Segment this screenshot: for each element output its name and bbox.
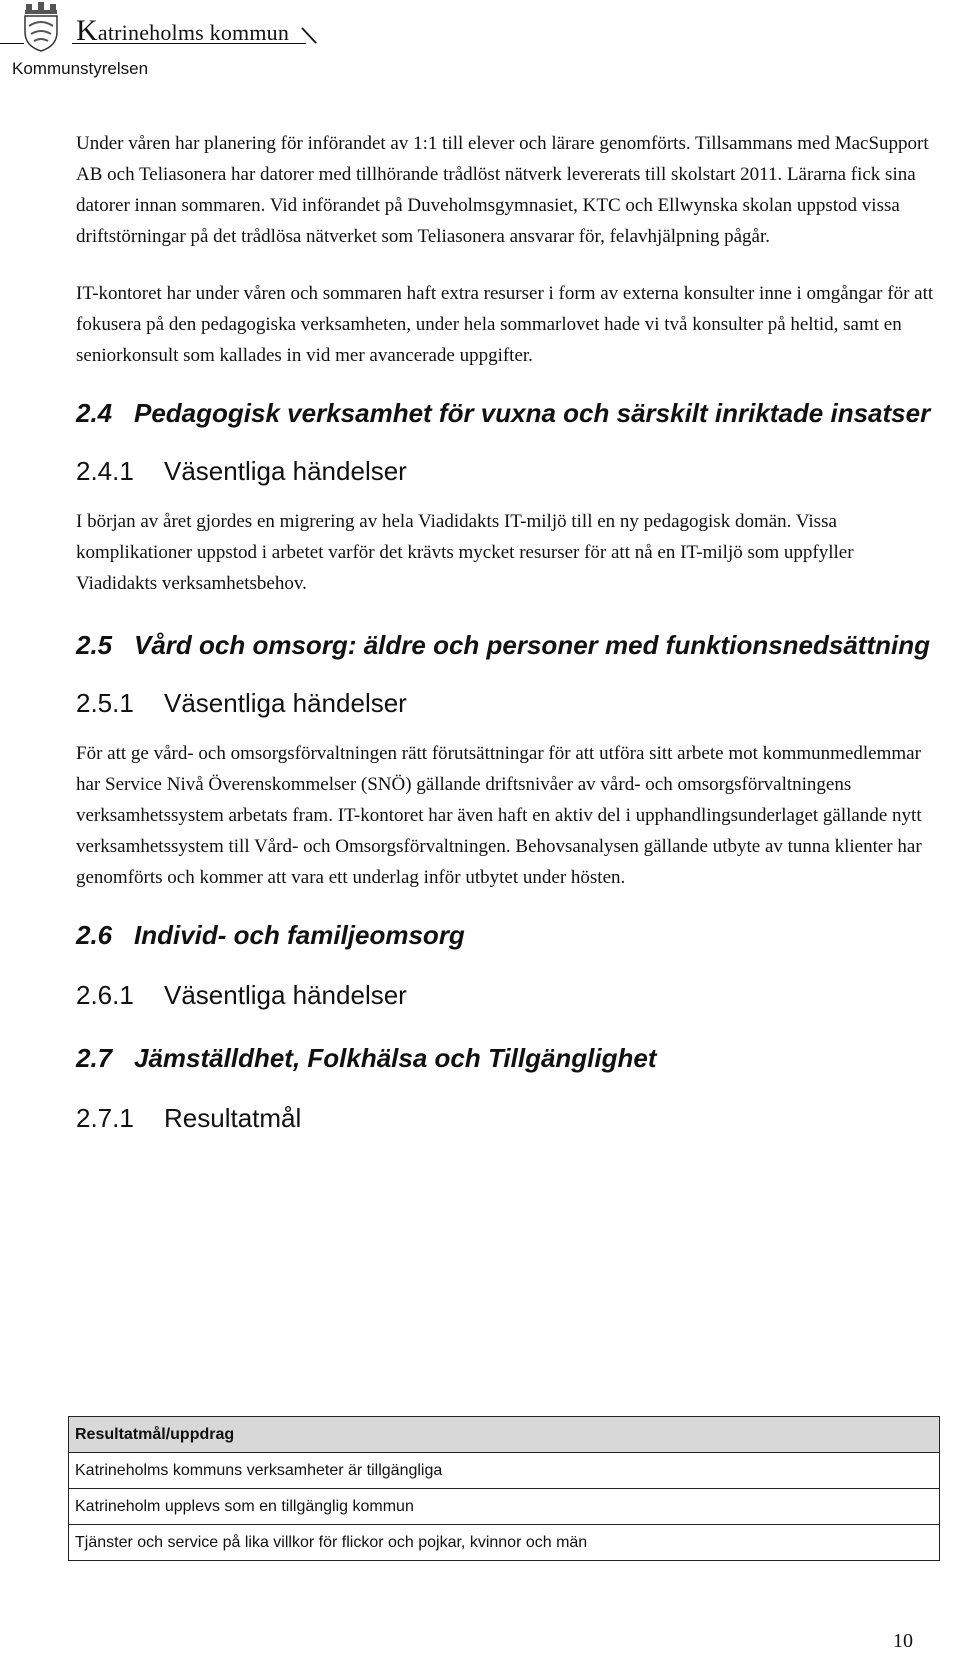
table-cell: Katrineholm upplevs som en tillgänglig kommun — [69, 1489, 940, 1525]
table-row — [69, 1453, 940, 1489]
header-slash-mark — [300, 26, 320, 46]
page-header — [0, 0, 960, 90]
table-cell: Tjänster och service på lika villkor för flickor och pojkar, kvinnor och män — [69, 1525, 940, 1561]
paragraph-it-office: IT-kontoret har under våren och sommaren haft extra resurser i form av externa konsulter inne i omgångar för att fokusera på den pedagogiska verksamheten, under hela sommarlovet hade vi två konsulter på heltid, samt en seniorkonsult som kallades in vid mer avancerade uppgifter. — [76, 283, 934, 366]
heading-number: 2.6.1 — [76, 980, 134, 1010]
heading-text: Pedagogisk verksamhet för vuxna och särskilt inriktade insatser — [134, 398, 931, 428]
heading-text: Jämställdhet, Folkhälsa och Tillgänglighet — [134, 1043, 657, 1073]
heading-2-5-1 — [76, 686, 938, 720]
table-row — [69, 1525, 940, 1561]
heading-2-7 — [76, 1038, 938, 1079]
table-header-row — [69, 1417, 940, 1453]
heading-2-6 — [76, 915, 938, 956]
header-rule-left — [0, 43, 24, 44]
heading-text: Vård och omsorg: äldre och personer med funktionsnedsättning — [134, 630, 930, 660]
document-body — [76, 128, 938, 1135]
table-header-cell: Resultatmål/uppdrag — [69, 1417, 940, 1453]
heading-text: Individ- och familjeomsorg — [134, 920, 465, 950]
heading-number: 2.4 — [76, 398, 113, 428]
heading-text: Väsentliga händelser — [164, 456, 407, 486]
heading-number: 2.5.1 — [76, 688, 134, 718]
page-number: 10 — [893, 1630, 913, 1652]
heading-2-4 — [76, 393, 938, 434]
organization-name — [76, 14, 289, 48]
heading-number: 2.7.1 — [76, 1103, 134, 1133]
heading-number: 2.6 — [76, 920, 113, 950]
heading-2-6-1 — [76, 978, 938, 1012]
municipal-coat-of-arms-icon — [22, 2, 60, 52]
paragraph-migration: I början av året gjordes en migrering av hela Viadidakts IT-miljö till en ny pedagogisk domän. Vissa komplikationer uppstod i arbetet varför det krävts mycket resurser för att nå en IT-miljö som uppfyller Viadidakts verksamhetsbehov. — [76, 511, 854, 594]
organization-initial: K — [76, 14, 98, 47]
paragraph-care-services: För att ge vård- och omsorgsförvaltningen rätt förutsättningar för att utföra sitt arbete mot kommunmedlemmar har Service Nivå Överenskommelser (SNÖ) gällande driftsnivåer av vård- och omsorgsförvaltningens verksamhetssystem arbetats fram. IT-kontoret har även haft en aktiv del i upphandlingsunderlaget gällande nytt verksamhetssystem till Vård- och Omsorgsförvaltningen. Behovsanalysen gällande utbyte av tunna klienter har genomförts och kommer att vara ett underlag inför utbytet under hösten. — [76, 743, 922, 888]
heading-2-4-1 — [76, 454, 938, 488]
table-cell: Katrineholms kommuns verksamheter är tillgängliga — [69, 1453, 940, 1489]
paragraph-rollout: Under våren har planering för införandet av 1:1 till elever och lärare genomförts. Tillsammans med MacSupport AB och Teliasonera har datorer med tillhörande trådlöst nätverk levererats till skolstart 2011. Lärarna fick sina datorer innan sommaren. Vid införandet på Duveholmsgymnasiet, KTC och Ellwynska skolan uppstod vissa driftstörningar på det trådlösa nätverket som Teliasonera ansvarar för, felavhjälpning pågår. — [76, 133, 929, 247]
heading-text: Resultatmål — [164, 1103, 302, 1133]
heading-2-7-1 — [76, 1101, 938, 1135]
department-name: Kommunstyrelsen — [12, 59, 149, 78]
organization-name-rest: atrineholms kommun — [97, 20, 290, 45]
goals-table — [68, 1416, 940, 1561]
heading-text: Väsentliga händelser — [164, 688, 407, 718]
heading-number: 2.5 — [76, 630, 113, 660]
heading-number: 2.7 — [76, 1043, 113, 1073]
heading-text: Väsentliga händelser — [164, 980, 407, 1010]
heading-number: 2.4.1 — [76, 456, 134, 486]
table-row — [69, 1489, 940, 1525]
heading-2-5 — [76, 625, 938, 666]
